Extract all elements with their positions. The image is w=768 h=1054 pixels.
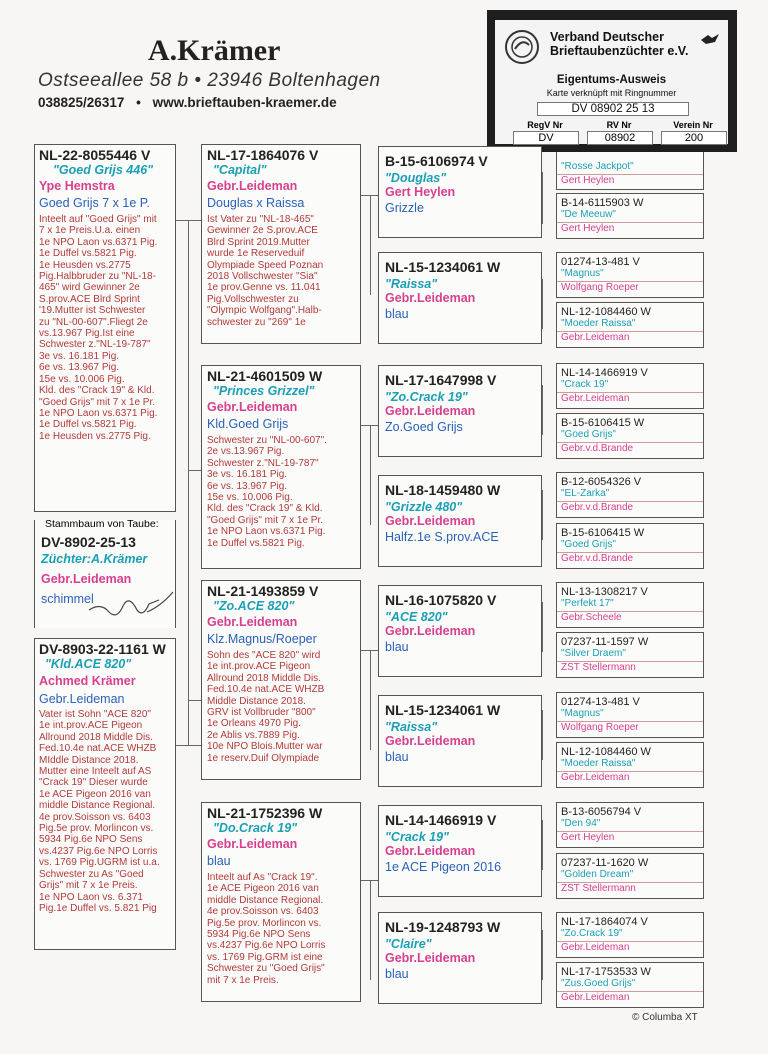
gen4-breeder: Gebr.Leideman xyxy=(561,992,630,1003)
grandparent-breeder: Gebr.Leideman xyxy=(207,179,298,193)
gen4-ring: B-14-6115903 W xyxy=(561,197,644,209)
great-grandparent-breeder: Gebr.Leideman xyxy=(385,951,476,965)
stammbaum-label: Stammbaum von Taube: xyxy=(45,520,159,530)
great-grandparent-name: "ACE 820" xyxy=(385,610,448,624)
gen4-box[interactable] xyxy=(556,252,704,298)
gen4-name: "Golden Dream" xyxy=(561,869,634,880)
grandparent-name: "Capital" xyxy=(213,163,267,177)
gen4-name: "Magnus" xyxy=(561,268,604,279)
great-grandparent-color: Grizzle xyxy=(385,201,424,215)
grandparent-breeder: Gebr.Leideman xyxy=(207,615,298,629)
great-grandparent-breeder: Gebr.Leideman xyxy=(385,624,476,638)
father-ring: NL-22-8055446 V xyxy=(39,147,151,163)
great-grandparent-name: "Claire" xyxy=(385,937,432,951)
gen4-breeder: ZST Stellermann xyxy=(561,883,636,894)
connector-line xyxy=(370,425,371,525)
grandparent-box[interactable] xyxy=(201,144,361,344)
grandparent-description: Schwester zu "NL-00-607". 2e vs.13.967 Pig. Schwester z."NL-19-787" 3e vs. 16.181 Pig. 6e vs. 13.967 Pig. 15e vs. 10.006 Pig. Kld. des "Crack 19" & Kld. "Goed Grijs" mit 7 x 1e Pr. 1e NPO Laon vs.6371 Pig. 1e Duffel vs.5821 Pig. xyxy=(207,435,327,549)
grandparent-ring: NL-21-1752396 W xyxy=(207,805,323,821)
gen4-name: "Zo.Crack 19" xyxy=(561,928,623,939)
grandparent-name: "Zo.ACE 820" xyxy=(213,599,295,613)
gen4-breeder: Gert Heylen xyxy=(561,223,615,234)
mother-ring: DV-8903-22-1161 W xyxy=(39,641,166,657)
gen4-breeder: Gebr.v.d.Brande xyxy=(561,553,634,564)
gen4-box[interactable] xyxy=(556,523,704,569)
grandparent-name: "Princes Grizzel" xyxy=(213,384,315,398)
gen4-name: "Rosse Jackpot" xyxy=(561,161,634,172)
great-grandparent-box[interactable] xyxy=(378,252,542,344)
gen4-name: "Silver Draem" xyxy=(561,648,626,659)
great-grandparent-color: blau xyxy=(385,307,409,321)
card-val-rv: 08902 xyxy=(587,131,653,145)
association-logo-icon xyxy=(505,30,539,64)
subject-owner: Gebr.Leideman xyxy=(41,572,132,586)
gen4-breeder: Gebr.Leideman xyxy=(561,393,630,404)
gen4-box[interactable] xyxy=(556,363,704,409)
grandparent-description: Sohn des "ACE 820" wird 1e int.prov.ACE Pigeon Allround 2018 Middle Dis. Fed.10.4e nat.ACE WHZB Middle Distance 2018. GRV ist Vollbruder "800" 1e Orleans 4970 Pig. 2e Ablis vs.7889 Pig. 10e NPO Blois.Mutter war 1e reserv.Duif Olympiade xyxy=(207,650,325,764)
great-grandparent-name: "Raissa" xyxy=(385,277,438,291)
grandparent-description: Ist Vater zu "NL-18-465" Gewinner 2e S.prov.ACE Blrd Sprint 2019.Mutter wurde 1e Reserveduif Olympiade Speed Poznan 2018 Vollschwester "Sia" 1e prov.Genne vs. 11.041 Pig.Vollschwester zu "Olympic Wolfgang".Halb- schwester zu "269" 1e xyxy=(207,214,324,328)
gen4-name: "Perfekt 17" xyxy=(561,598,614,609)
grandparent-box[interactable] xyxy=(201,580,361,780)
great-grandparent-breeder: Gebr.Leideman xyxy=(385,291,476,305)
gen4-ring: B-15-6106415 W xyxy=(561,527,645,539)
great-grandparent-color: Halfz.1e S.prov.ACE xyxy=(385,530,499,544)
gen4-ring: B-12-6054326 V xyxy=(561,476,642,488)
gen4-ring: 07237-11-1597 W xyxy=(561,636,649,648)
great-grandparent-box[interactable] xyxy=(378,912,542,1004)
grandparent-color: Klz.Magnus/Roeper xyxy=(207,632,317,646)
great-grandparent-ring: NL-14-1466919 V xyxy=(385,812,497,828)
great-grandparent-name: "Douglas" xyxy=(385,171,447,185)
connector-line xyxy=(188,700,202,701)
gen4-breeder: ZST Stellermann xyxy=(561,662,636,673)
gen4-ring: NL-17-1753533 W xyxy=(561,966,651,978)
mother-breeder: Achmed Krämer xyxy=(39,674,136,688)
connector-line xyxy=(360,880,378,881)
gen4-name: "Den 94" xyxy=(561,818,601,829)
breeder-contact xyxy=(38,95,337,110)
gen4-name: "Goed Grijs" xyxy=(561,429,616,440)
gen4-ring: 07237-11-1620 W xyxy=(561,857,649,869)
great-grandparent-ring: NL-17-1647998 V xyxy=(385,372,497,388)
gen4-breeder: Gebr.v.d.Brande xyxy=(561,443,634,454)
mother-name: "Kld.ACE 820" xyxy=(45,657,132,671)
gen4-box[interactable] xyxy=(556,472,704,518)
father-breeder: Ype Hemstra xyxy=(39,179,115,193)
gen4-breeder: Gert Heylen xyxy=(561,175,615,186)
great-grandparent-ring: NL-16-1075820 V xyxy=(385,592,497,608)
grandparent-color: Kld.Goed Grijs xyxy=(207,417,289,431)
grandparent-name: "Do.Crack 19" xyxy=(213,821,298,835)
gen4-box[interactable] xyxy=(556,193,704,239)
card-subtitle: Karte verknüpft mit Ringnummer xyxy=(546,88,677,98)
gen4-ring: NL-12-1084460 W xyxy=(561,746,651,758)
connector-line xyxy=(542,930,543,980)
gen4-breeder: Gert Heylen xyxy=(561,832,615,843)
great-grandparent-color: blau xyxy=(385,750,409,764)
card-col-regv: RegV Nr xyxy=(527,120,563,130)
great-grandparent-color: blau xyxy=(385,967,409,981)
great-grandparent-ring: B-15-6106974 V xyxy=(385,153,488,169)
card-col-rv: RV Nr xyxy=(606,120,632,130)
breeder-address: Ostseeallee 58 b • 23946 Boltenhagen xyxy=(38,70,381,91)
connector-line xyxy=(370,880,371,980)
gen4-box[interactable] xyxy=(556,912,704,958)
mother-color: Gebr.Leideman xyxy=(39,692,125,706)
card-col-verein: Verein Nr xyxy=(673,120,713,130)
gen4-breeder: Gebr.Leideman xyxy=(561,332,630,343)
gen4-breeder: Gebr.v.d.Brande xyxy=(561,502,634,513)
connector-line xyxy=(542,710,543,760)
great-grandparent-box[interactable] xyxy=(378,475,542,567)
connector-line xyxy=(188,220,189,745)
grandparent-breeder: Gebr.Leideman xyxy=(207,837,298,851)
gen4-name: "Crack 19" xyxy=(561,379,609,390)
gen4-box[interactable] xyxy=(556,632,704,678)
phone-number: 038825/26317 xyxy=(38,95,125,110)
gen4-breeder: Gebr.Scheele xyxy=(561,612,622,623)
gen4-ring: B-13-6056794 V xyxy=(561,806,642,818)
father-description: Inteelt auf "Goed Grijs" mit 7 x 1e Preis.U.a. einen 1e NPO Laon vs.6371 Pig. 1e Duffel vs.5821 Pig. 1e Heusden vs.2775 Pig.Halbbruder zu "NL-18- 465" wird Gewinner 2e S.prov.ACE Blrd Sprint '19.Mutter ist Schwester zu "NL-00-607".Fliegt 2e vs.13.967 Pig.Ist eine Schwester z."NL-19-787" 3e vs. 16.181 Pig. 6e vs. 13.967 Pig. 15e vs. 10.006 Pig. Kld. des "Crack 19" & Kld. "Goed Grijs" mit 7 x 1e Pr. 1e NPO Laon vs.6371 Pig. 1e Duffel vs.5821 Pig. 1e Heusden vs.2775 Pig. xyxy=(39,214,158,442)
gen4-name: "Zus.Goed Grijs" xyxy=(561,978,636,989)
great-grandparent-ring: NL-15-1234061 W xyxy=(385,259,501,275)
connector-line xyxy=(542,490,543,540)
signature-icon xyxy=(87,582,176,627)
gen4-box[interactable] xyxy=(556,742,704,788)
grandparent-box[interactable] xyxy=(201,802,361,1002)
connector-line xyxy=(542,172,543,224)
card-val-verein: 200 xyxy=(661,131,727,145)
great-grandparent-ring: NL-19-1248793 W xyxy=(385,919,501,935)
grandparent-breeder: Gebr.Leideman xyxy=(207,400,298,414)
gen4-box[interactable] xyxy=(556,802,704,848)
great-grandparent-breeder: Gert Heylen xyxy=(385,185,456,199)
pigeon-logo-icon xyxy=(700,32,720,46)
grandparent-box[interactable] xyxy=(201,365,361,569)
father-color: Goed Grijs 7 x 1e P. xyxy=(39,196,150,210)
gen4-box[interactable] xyxy=(556,962,704,1008)
connector-line xyxy=(370,650,371,750)
great-grandparent-breeder: Gebr.Leideman xyxy=(385,844,476,858)
connector-line xyxy=(175,745,202,746)
connector-line xyxy=(188,470,202,471)
bullet-separator: • xyxy=(136,95,141,110)
great-grandparent-breeder: Gebr.Leideman xyxy=(385,514,476,528)
connector-line xyxy=(542,602,543,652)
connector-line xyxy=(360,425,378,426)
connector-line xyxy=(360,195,378,196)
gen4-ring: NL-14-1466919 V xyxy=(561,367,648,379)
great-grandparent-box[interactable] xyxy=(378,695,542,787)
gen4-ring: NL-13-1308217 V xyxy=(561,586,648,598)
connector-line xyxy=(542,820,543,870)
gen4-ring: 01274-13-481 V xyxy=(561,696,640,708)
gen4-box[interactable] xyxy=(556,152,704,190)
great-grandparent-box[interactable] xyxy=(378,146,542,238)
breeder-title: A.Krämer xyxy=(148,34,281,67)
subject-color: schimmel xyxy=(41,592,94,606)
ownership-card-inner xyxy=(495,20,728,144)
great-grandparent-name: "Raissa" xyxy=(385,720,438,734)
great-grandparent-name: "Grizzle 480" xyxy=(385,500,463,514)
gen4-ring: B-15-6106415 W xyxy=(561,417,645,429)
gen4-breeder: Wolfgang Roeper xyxy=(561,282,639,293)
great-grandparent-color: 1e ACE Pigeon 2016 xyxy=(385,860,502,874)
gen4-breeder: Gebr.Leideman xyxy=(561,942,630,953)
gen4-name: "Moeder Raissa" xyxy=(561,318,636,329)
great-grandparent-breeder: Gebr.Leideman xyxy=(385,734,476,748)
great-grandparent-color: Zo.Goed Grijs xyxy=(385,420,463,434)
great-grandparent-box[interactable] xyxy=(378,365,542,457)
gen4-breeder: Gebr.Leideman xyxy=(561,772,630,783)
gen4-ring: 01274-13-481 V xyxy=(561,256,640,268)
gen4-name: "EL-Zarka" xyxy=(561,488,610,499)
grandparent-description: Inteelt auf As "Crack 19". 1e ACE Pigeon 2016 van middle Distance Regional. 4e prov.Soisson vs. 6403 Pig.5e prov. Morlincon vs. 5934 Pig.6e NPO Sens vs.4237 Pig.6e NPO Lorris vs. 1769 Pig.GRM ist eine Schwester zu "Goed Grijs" mit 7 x 1e Preis. xyxy=(207,872,326,986)
ownership-card xyxy=(487,10,737,152)
great-grandparent-color: blau xyxy=(385,640,409,654)
gen4-name: "Magnus" xyxy=(561,708,604,719)
gen4-box[interactable] xyxy=(556,692,704,738)
gen4-box[interactable] xyxy=(556,853,704,899)
gen4-ring: NL-12-1084460 W xyxy=(561,306,651,318)
association-name-1: Verband Deutscher xyxy=(550,30,664,44)
great-grandparent-name: "Zo.Crack 19" xyxy=(385,390,468,404)
connector-line xyxy=(542,385,543,435)
mother-description: Vater ist Sohn "ACE 820" 1e int.prov.ACE Pigeon Allround 2018 Middle Dis. Fed.10.4e nat.ACE WHZB MIddle Distance 2018. Mutter eine Inteelt auf AS "Crack 19" Dieser wurde 1e ACE Pigeon 2016 van middle Distance Regional. 4e prov.Soisson vs. 6403 Pig.5e prov. Morlincon vs. 5934 Pig.6e NPO Sens vs.4237 Pig.6e NPO Lorris vs. 1769 Pig.UGRM ist u.a. Schwester zu As "Goed Grijs" mit 7 x 1e Preis. 1e NPO Laon vs. 6.371 Pig.1e Duffel vs. 5.821 Pig xyxy=(39,709,160,914)
gen4-box[interactable] xyxy=(556,302,704,348)
gen4-box[interactable] xyxy=(556,413,704,459)
great-grandparent-ring: NL-18-1459480 W xyxy=(385,482,501,498)
subject-breeder: Züchter:A.Krämer xyxy=(41,552,148,566)
grandparent-color: Douglas x Raissa xyxy=(207,196,305,210)
subject-box[interactable] xyxy=(34,520,176,628)
great-grandparent-ring: NL-15-1234061 W xyxy=(385,702,501,718)
gen4-ring: NL-17-1864074 V xyxy=(561,916,648,928)
father-box[interactable] xyxy=(34,144,176,512)
gen4-breeder: Wolfgang Roeper xyxy=(561,722,639,733)
great-grandparent-box[interactable] xyxy=(378,805,542,897)
father-name: "Goed Grijs 446" xyxy=(53,163,154,177)
subject-ring: DV-8902-25-13 xyxy=(41,534,136,550)
association-name-2: Brieftaubenzüchter e.V. xyxy=(550,44,689,58)
footer-copyright: © Columba XT xyxy=(632,1012,698,1023)
great-grandparent-breeder: Gebr.Leideman xyxy=(385,404,476,418)
card-title: Eigentums-Ausweis xyxy=(556,74,667,86)
card-ring-number: DV 08902 25 13 xyxy=(537,102,689,116)
connector-line xyxy=(542,279,543,329)
gen4-name: "Goed Grijs" xyxy=(561,539,616,550)
grandparent-color: blau xyxy=(207,854,231,868)
gen4-box[interactable] xyxy=(556,582,704,628)
grandparent-ring: NL-21-4601509 W xyxy=(207,368,323,384)
great-grandparent-box[interactable] xyxy=(378,585,542,677)
grandparent-ring: NL-21-1493859 V xyxy=(207,583,319,599)
grandparent-ring: NL-17-1864076 V xyxy=(207,147,319,163)
connector-line xyxy=(360,650,378,651)
gen4-name: "Moeder Raissa" xyxy=(561,758,636,769)
card-val-regv: DV xyxy=(513,131,579,145)
mother-box[interactable] xyxy=(34,638,176,950)
great-grandparent-name: "Crack 19" xyxy=(385,830,449,844)
gen4-name: "De Meeuw" xyxy=(561,209,616,220)
website-link[interactable]: www.brieftauben-kraemer.de xyxy=(152,95,337,110)
connector-line xyxy=(370,195,371,295)
